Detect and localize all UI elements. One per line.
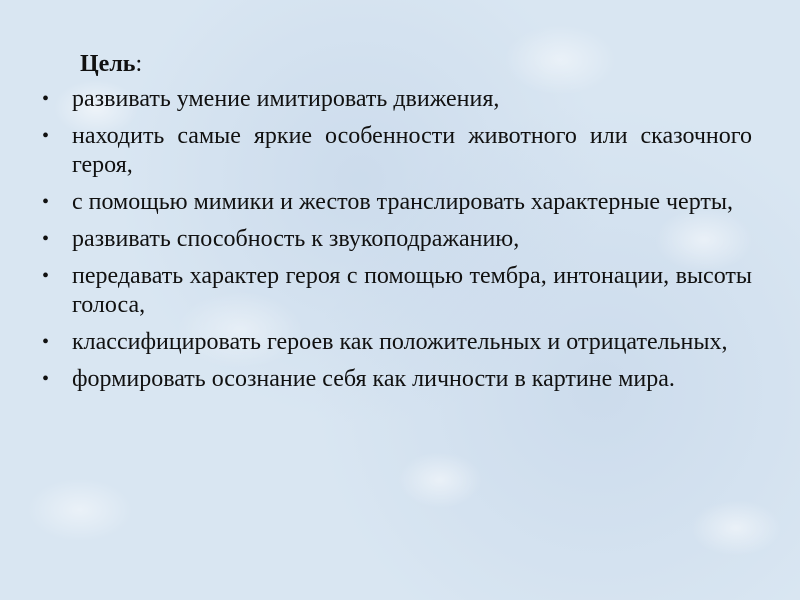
goal-item	[42, 225, 752, 254]
goal-text: передавать характер героя с помощью тембра, интонации, высоты голоса,	[72, 263, 752, 318]
bullet-icon: •	[42, 331, 50, 353]
bullet-icon: •	[42, 88, 50, 110]
bullet-icon: •	[42, 125, 50, 147]
goal-item	[42, 262, 752, 320]
goal-text: классифицировать героев как положительных и отрицательных,	[72, 329, 728, 355]
goal-item	[42, 122, 752, 180]
goal-heading-label: Цель	[80, 51, 136, 77]
bullet-icon: •	[42, 228, 50, 250]
bullet-icon: •	[42, 191, 50, 213]
goal-text: с помощью мимики и жестов транслировать характерные черты,	[72, 189, 734, 215]
goal-text: развивать умение имитировать движения,	[72, 86, 500, 112]
goal-text: развивать способность к звукоподражанию,	[72, 226, 520, 252]
goals-list	[42, 85, 752, 394]
goal-item	[42, 328, 752, 357]
goal-item	[42, 365, 752, 394]
goal-heading-colon: :	[135, 51, 143, 77]
goal-text: находить самые яркие особенности животного или сказочного героя,	[72, 123, 752, 178]
goal-item	[42, 85, 752, 114]
goal-item	[42, 188, 752, 217]
bullet-icon: •	[42, 368, 50, 390]
goal-heading	[80, 50, 752, 79]
bullet-icon: •	[42, 265, 50, 287]
slide-content	[42, 50, 752, 402]
goal-text: формировать осознание себя как личности в картине мира.	[72, 366, 675, 392]
